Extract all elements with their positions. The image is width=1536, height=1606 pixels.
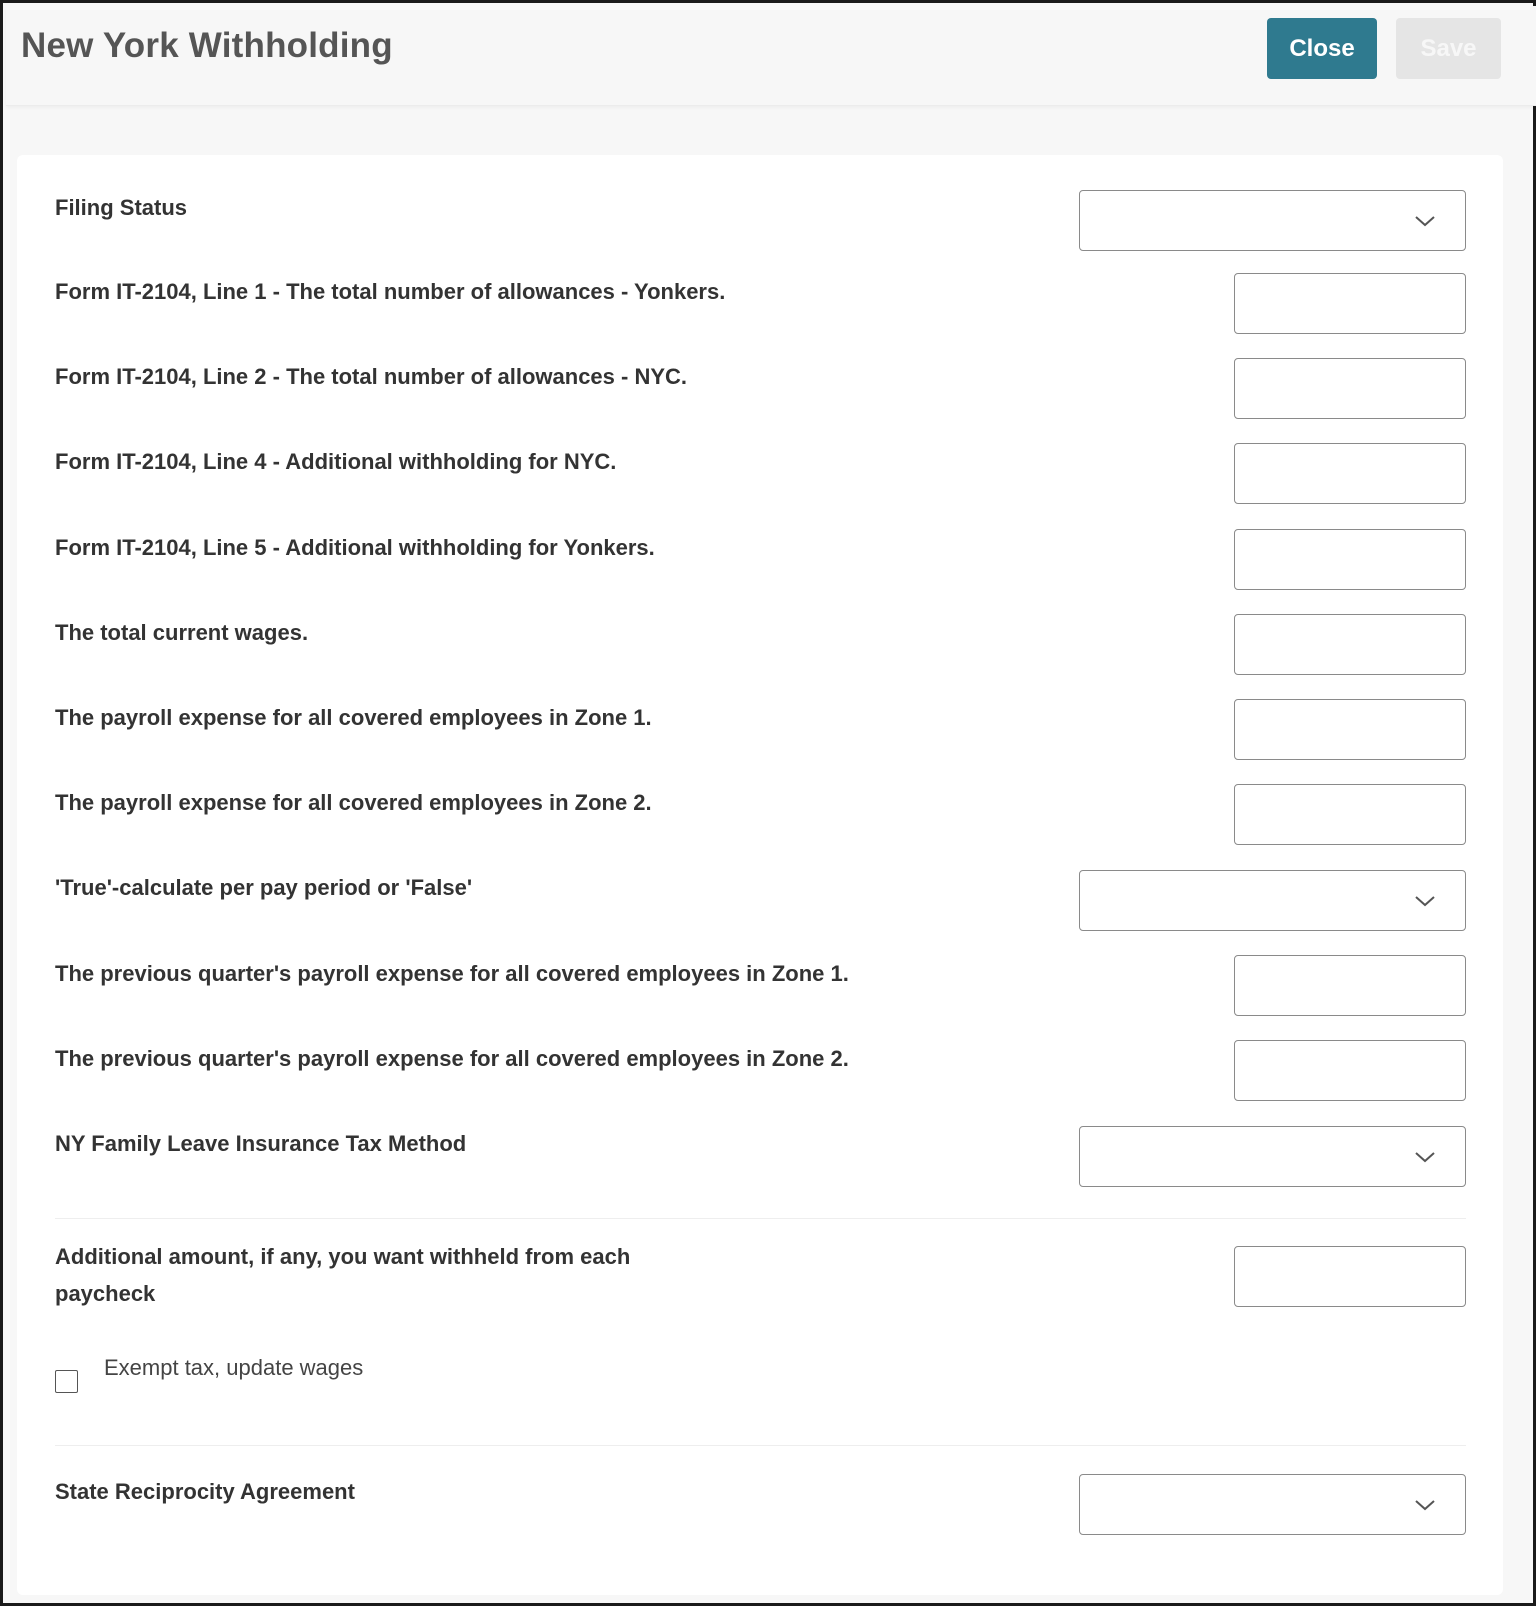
per-pay-period-select[interactable] [1079, 870, 1466, 931]
per-pay-period-label: 'True'-calculate per pay period or 'False' [55, 875, 473, 900]
chevron-down-icon [1413, 209, 1437, 233]
line5-label: Form IT-2104, Line 5 - Additional withholding for Yonkers. [55, 535, 655, 560]
chevron-down-icon [1413, 1493, 1437, 1517]
reciprocity-label: State Reciprocity Agreement [55, 1479, 355, 1504]
zone2-input[interactable] [1234, 784, 1466, 845]
zone1-input[interactable] [1234, 699, 1466, 760]
filing-status-label: Filing Status [55, 195, 187, 220]
save-button[interactable]: Save [1396, 18, 1501, 79]
line2-input[interactable] [1234, 358, 1466, 419]
line1-label: Form IT-2104, Line 1 - The total number of allowances - Yonkers. [55, 279, 726, 304]
exempt-checkbox[interactable] [55, 1370, 78, 1393]
close-button[interactable]: Close [1267, 18, 1377, 79]
prev-zone2-label: The previous quarter's payroll expense for all covered employees in Zone 2. [55, 1046, 849, 1071]
prev-zone2-input[interactable] [1234, 1040, 1466, 1101]
chevron-down-icon [1413, 1145, 1437, 1169]
family-leave-label: NY Family Leave Insurance Tax Method [55, 1131, 467, 1156]
filing-status-select[interactable] [1079, 190, 1466, 251]
modal-header [6, 6, 1536, 106]
current-wages-input[interactable] [1234, 614, 1466, 675]
chevron-down-icon [1413, 889, 1437, 913]
section-divider [55, 1218, 1466, 1219]
line5-input[interactable] [1234, 529, 1466, 590]
zone2-label: The payroll expense for all covered employees in Zone 2. [55, 790, 652, 815]
form-card [17, 155, 1503, 1595]
prev-zone1-label: The previous quarter's payroll expense for all covered employees in Zone 1. [55, 961, 849, 986]
section-divider [55, 1445, 1466, 1446]
line4-label: Form IT-2104, Line 4 - Additional withholding for NYC. [55, 449, 617, 474]
line1-input[interactable] [1234, 273, 1466, 334]
additional-amount-input[interactable] [1234, 1246, 1466, 1307]
family-leave-select[interactable] [1079, 1126, 1466, 1187]
exempt-checkbox-label: Exempt tax, update wages [104, 1355, 364, 1380]
prev-zone1-input[interactable] [1234, 955, 1466, 1016]
line4-input[interactable] [1234, 443, 1466, 504]
page-title: New York Withholding [21, 26, 393, 65]
reciprocity-select[interactable] [1079, 1474, 1466, 1535]
current-wages-label: The total current wages. [55, 620, 309, 645]
additional-amount-label: Additional amount, if any, you want withheld from each paycheck [55, 1244, 631, 1306]
line2-label: Form IT-2104, Line 2 - The total number of allowances - NYC. [55, 364, 688, 389]
zone1-label: The payroll expense for all covered employees in Zone 1. [55, 705, 652, 730]
